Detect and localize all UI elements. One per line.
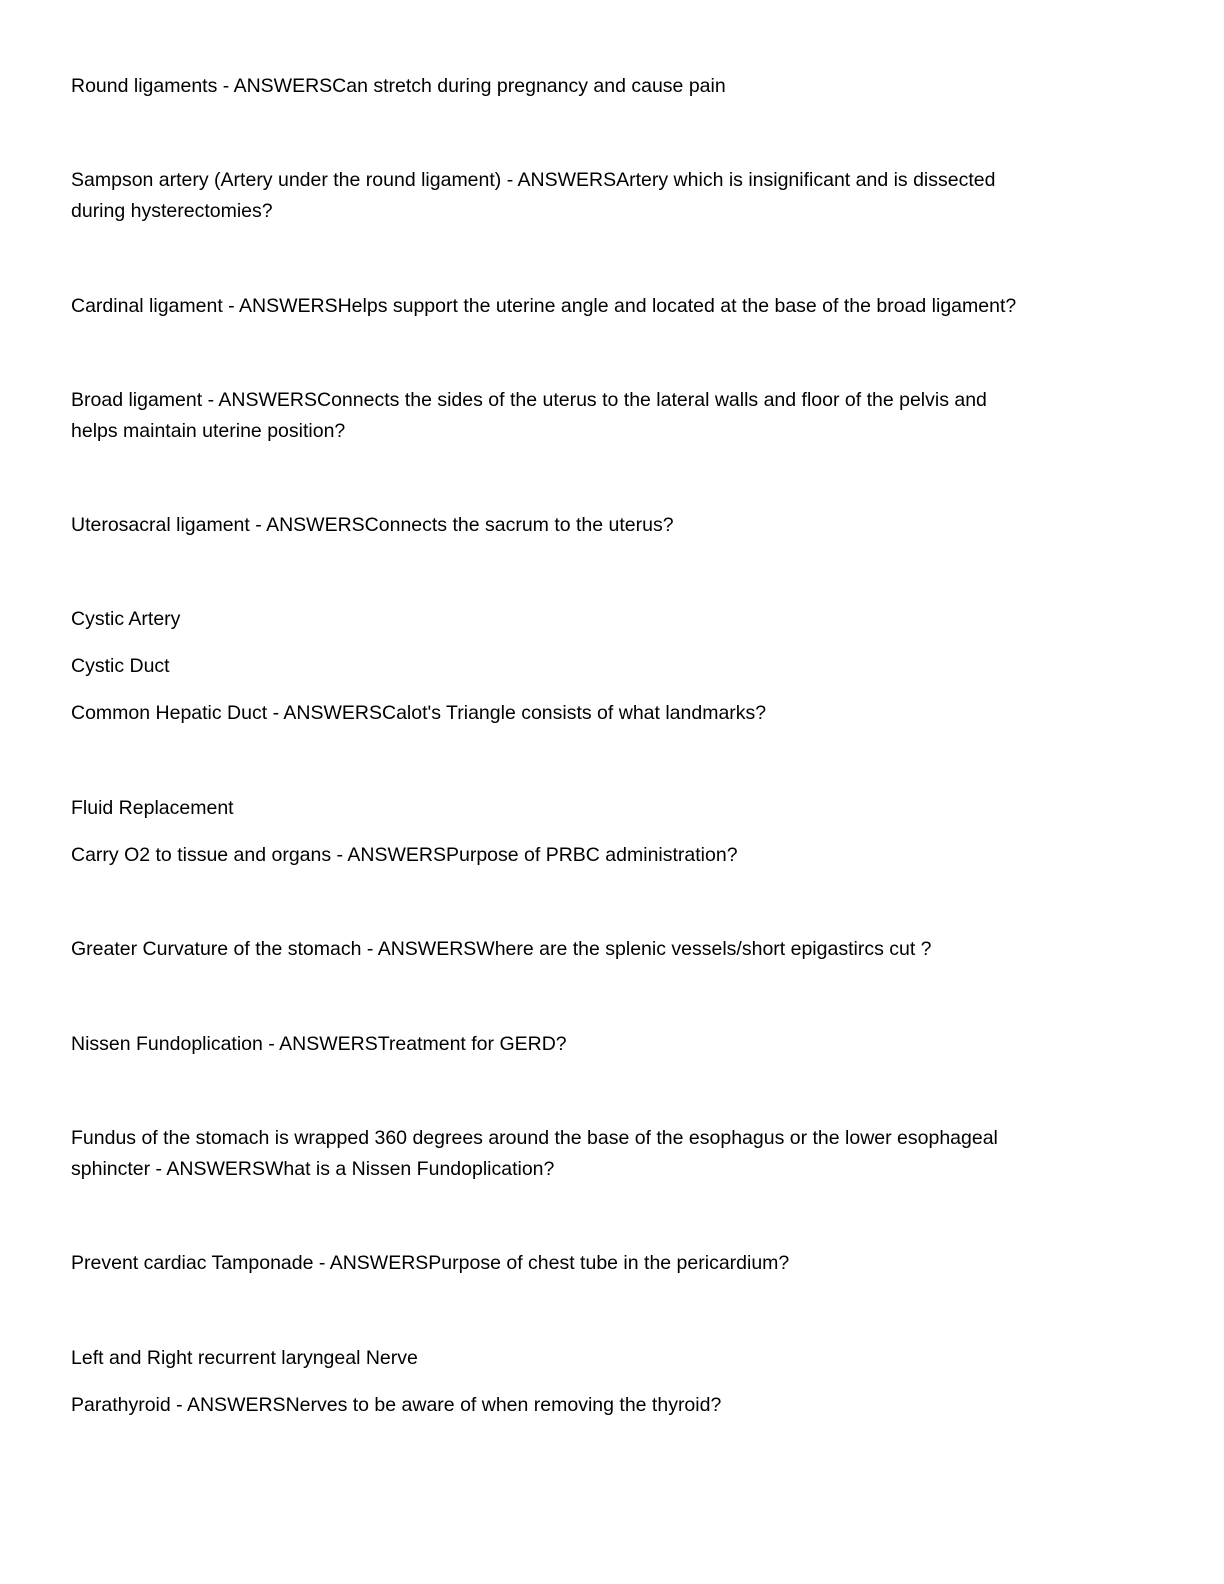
entry-line: sphincter - ANSWERSWhat is a Nissen Fundoplication? — [71, 1158, 555, 1180]
entry-line: Sampson artery (Artery under the round ligament) - ANSWERSArtery which is insignificant and is dissected — [71, 169, 996, 191]
entry-line: Cystic Duct — [71, 655, 170, 677]
entry-line: Round ligaments - ANSWERSCan stretch during pregnancy and cause pain — [71, 75, 726, 97]
entry-line: Carry O2 to tissue and organs - ANSWERSPurpose of PRBC administration? — [71, 844, 738, 866]
entry-line: Common Hepatic Duct - ANSWERSCalot's Triangle consists of what landmarks? — [71, 702, 767, 724]
entry-line: Cardinal ligament - ANSWERSHelps support the uterine angle and located at the base of the broad ligament? — [71, 295, 1017, 317]
entry-line: Nissen Fundoplication - ANSWERSTreatment for GERD? — [71, 1033, 567, 1055]
entry-line: Uterosacral ligament - ANSWERSConnects the sacrum to the uterus? — [71, 514, 674, 536]
entry-line: Cystic Artery — [71, 608, 181, 630]
entry-line: during hysterectomies? — [71, 200, 273, 222]
entry-line: Left and Right recurrent laryngeal Nerve — [71, 1347, 418, 1369]
entry-line: Broad ligament - ANSWERSConnects the sides of the uterus to the lateral walls and floor of the pelvis and — [71, 389, 987, 411]
entry-line: Greater Curvature of the stomach - ANSWERSWhere are the splenic vessels/short epigastircs cut ? — [71, 938, 932, 960]
entry-line: helps maintain uterine position? — [71, 420, 346, 442]
entry-line: Parathyroid - ANSWERSNerves to be aware of when removing the thyroid? — [71, 1394, 722, 1416]
entry-line: Prevent cardiac Tamponade - ANSWERSPurpose of chest tube in the pericardium? — [71, 1252, 790, 1274]
entry-line: Fluid Replacement — [71, 797, 234, 819]
entry-line: Fundus of the stomach is wrapped 360 degrees around the base of the esophagus or the lower esophageal — [71, 1127, 998, 1149]
